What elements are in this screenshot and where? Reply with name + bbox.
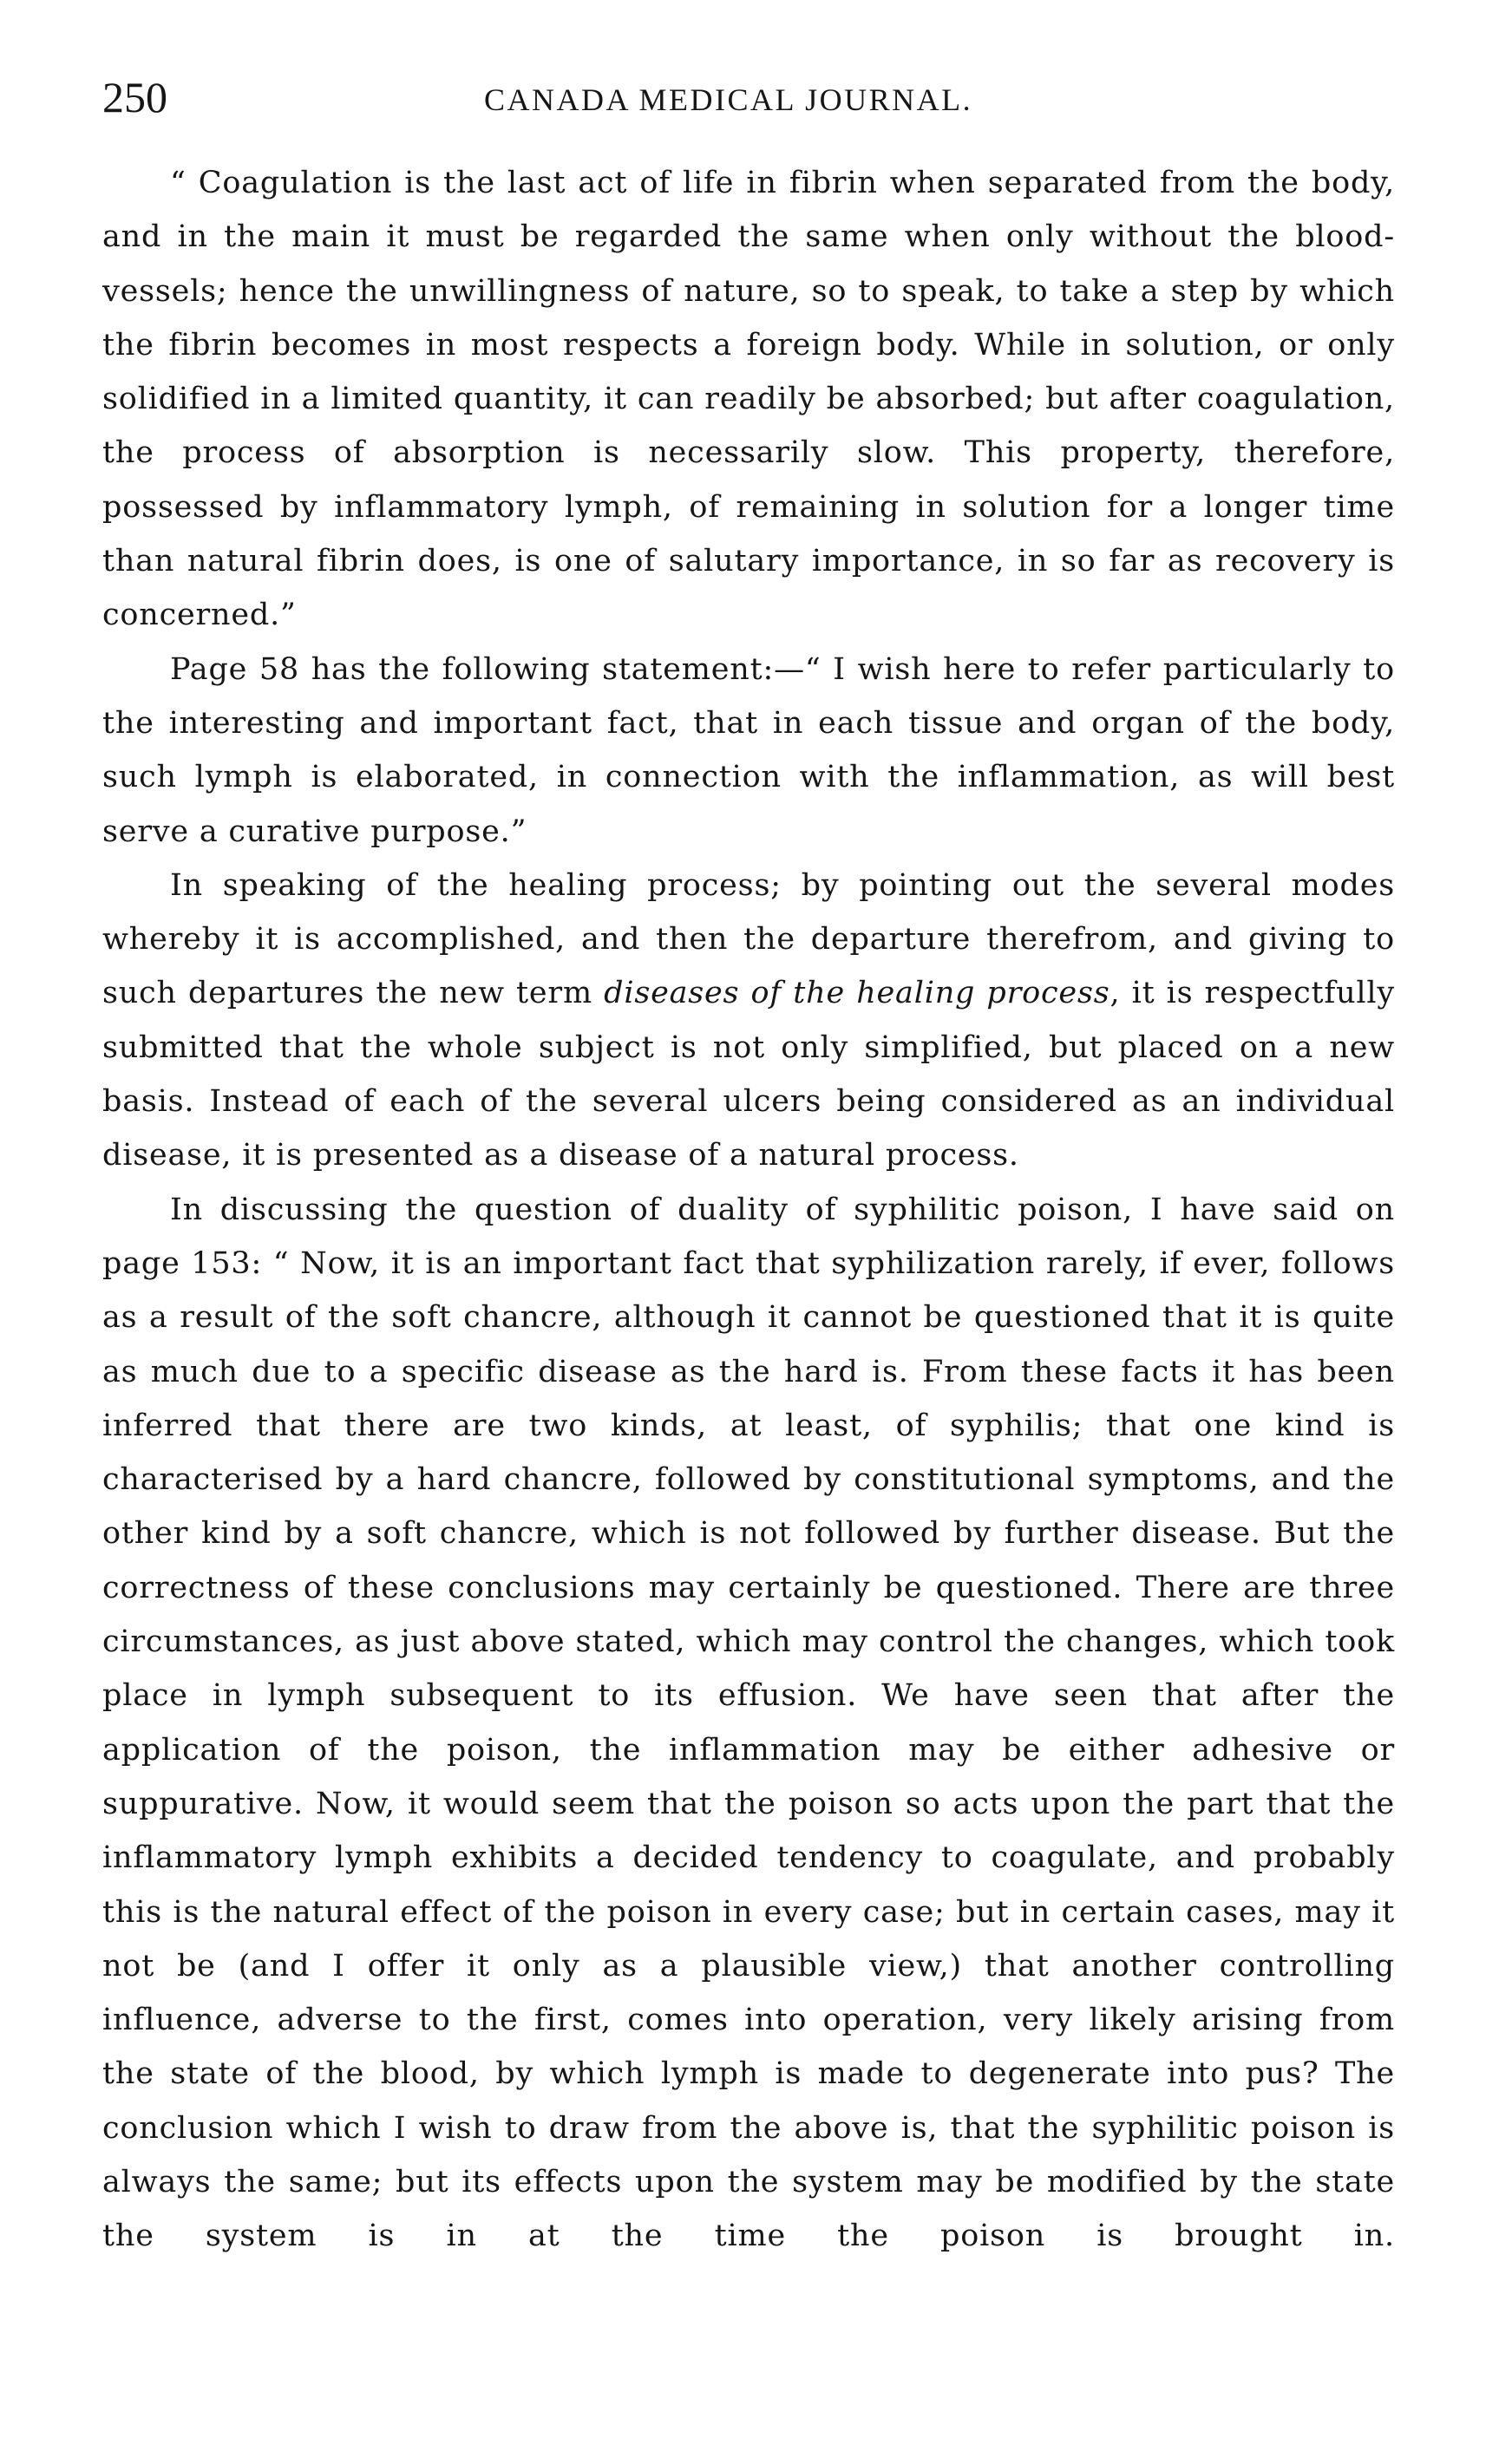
paragraph-coagulation-quote: “ Coagulation is the last act of life in fibrin when separated from the body, and in the main it must be regarded the same when only without the blood-vessels; hence the unwillingness of nature, so to speak, to take a step by which the fibrin becomes in most respects a foreign body. While in solution, or only solidified in a limited quantity, it can readily be absorbed; but after coagulation, the process of absorption is necessarily slow. This property, therefore, possessed by inflammatory lymph, of remaining in solution for a longer time than natural fibrin does, is one of salutary importance, in so far as recovery is concerned.”: [102, 166, 1395, 633]
paragraph-healing-process-before: In speaking of the healing process; by pointing out the several modes whereby it is accomplished, and then the departure therefrom, and giving to such departures the new term: [102, 867, 1395, 1011]
paragraph-page-58-statement: Page 58 has the following statement:—“ I wish here to refer particularly to the interesting and important fact, that in each tissue and organ of the body, such lymph is elaborated, in connection with the inflammation, as will best serve a curative purpose.”: [102, 651, 1395, 849]
paragraph-syphilitic-poison-duality: In discussing the question of duality of syphilitic poison, I have said on page 153: “ Now, it is an important fact that syphilization rarely, if ever, follows as a result of the soft chancre, although it cannot be questioned that it is quite as much due to a specific disease as the hard is. From these facts it has been inferred that there are two kinds, at least, of syphilis; that one kind is characterised by a hard chancre, followed by constitutional symptoms, and the other kind by a soft chancre, which is not followed by further disease. But the correctness of these conclusions may certainly be questioned. There are three circumstances, as just above stated, which may control the changes, which took place in lymph subsequent to its effusion. We have seen that after the application of the poison, the inflammation may be either adhesive or suppurative. Now, it would seem that the poison so acts upon the part that the inflammatory lymph exhibits a decided tendency to coagulate, and probably this is the natural effect of the poison in every case; but in certain cases, may it not be (and I offer it only as a plausible view,) that another controlling influence, adverse to the first, comes into operation, very likely arising from the state of the blood, by which lymph is made to degenerate into pus? The conclusion which I wish to draw from the above is, that the syphilitic poison is always the same; but its effects upon the system may be modified by the state the system is in at the time the poison is brought in.: [102, 1192, 1395, 2254]
italic-term-diseases-of-healing-process: diseases of the healing process: [604, 976, 1110, 1011]
running-head: [102, 71, 1395, 123]
page-number: 250: [102, 73, 167, 121]
body-text: [102, 156, 1395, 2264]
paragraph-healing-process-after: , it is respectfully submitted that the whole subject is not only simplified, but placed on a new basis. Instead of each of the several ulcers being considered as an individual disease, it is presented as a disease of a natural process.: [102, 976, 1395, 1173]
journal-title: CANADA MEDICAL JOURNAL.: [484, 82, 973, 117]
paragraph-healing-process: [102, 859, 1395, 1183]
